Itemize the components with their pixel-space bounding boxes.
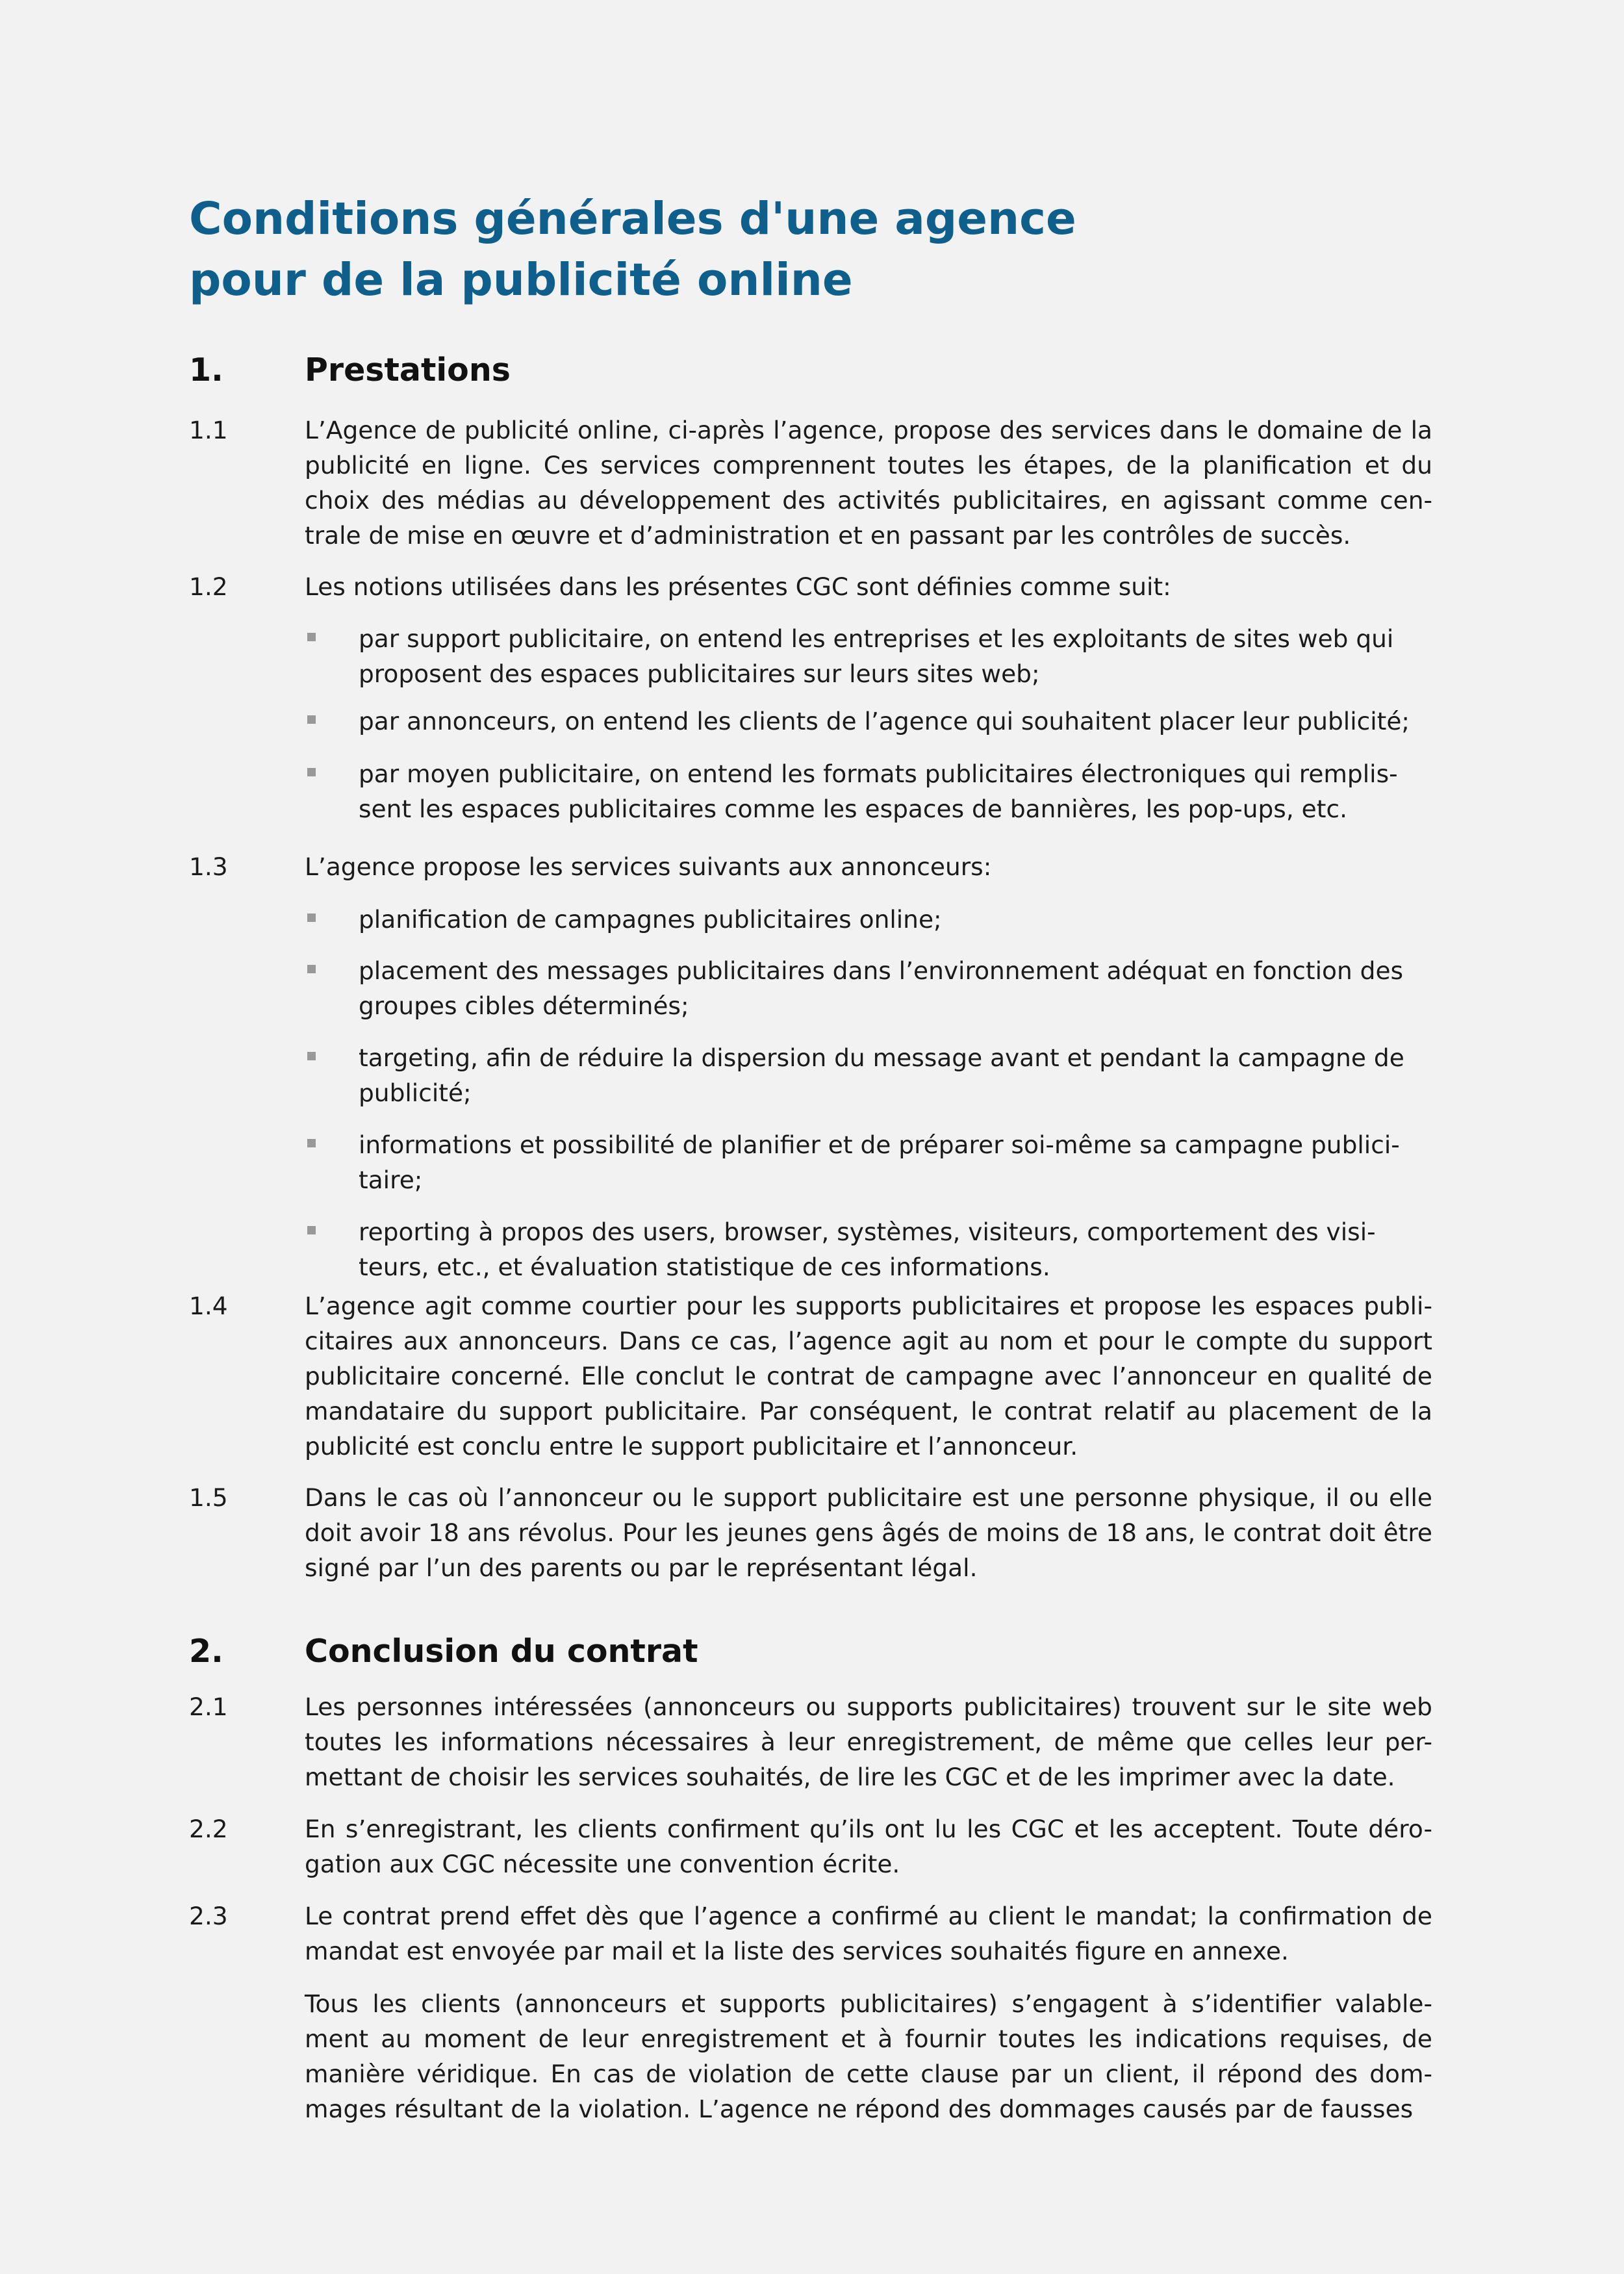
clause-number: 2.2 (189, 1815, 228, 1843)
list-item-text: planification de campagnes publicitaires online; (359, 905, 942, 934)
list-item-text: par moyen publicitaire, on entend les formats publicitaires électroniques qui remplis-sent les espaces publicitaires comme les espaces de bannières, les pop-ups, etc. (359, 760, 1398, 823)
clause-number: 1.2 (189, 572, 228, 601)
section-heading (189, 1632, 1423, 1671)
clause-text: Les personnes intéressées (annonceurs ou supports publicitaires) trouvent sur le site web toutes les informations nécessaires à leur enregistrement, de même que celles leur per-mettant de choisir les services souhaités, de lire les CGC et de les imprimer avec la date. (305, 1693, 1432, 1791)
clause-number: 1.5 (189, 1483, 228, 1512)
clause (189, 849, 1432, 884)
list-item-text: reporting à propos des users, browser, systèmes, visiteurs, comportement des visi-teurs, etc., et évaluation statistique de ces informations. (359, 1218, 1376, 1281)
clause-number: 2.3 (189, 1902, 228, 1930)
clause (189, 1288, 1432, 1464)
section-title: Conclusion du contrat (305, 1633, 698, 1670)
list-item-text: par annonceurs, on entend les clients de l’agence qui souhaitent placer leur publicité; (359, 707, 1410, 735)
square-bullet-icon (307, 633, 316, 641)
clause-text: Le contrat prend effet dès que l’agence a confirmé au client le mandat; la confirmation de mandat est envoyée par mail et la liste des services souhaités figure en annexe. (305, 1902, 1432, 1965)
clause-text: Les notions utilisées dans les présentes CGC sont définies comme suit: (305, 572, 1171, 601)
section-title: Prestations (305, 351, 511, 389)
list-item (305, 1040, 1432, 1110)
section-number: 1. (189, 351, 223, 389)
clause (189, 413, 1432, 553)
square-bullet-icon (307, 715, 316, 724)
clause-text: Dans le cas où l’annonceur ou le support publicitaire est une personne physique, il ou elle doit avoir 18 ans révolus. Pour les jeunes gens âgés de moins de 18 ans, le contrat doit être signé par l’un des parents ou par le représentant légal. (305, 1483, 1432, 1582)
clause-text: L’Agence de publicité online, ci-après l’agence, propose des services dans le domaine de la publicité en ligne. Ces services comprennent toutes les étapes, de la planification et du choix des médias au développement des activités publicitaires, en agissant comme cen-trale de mise en œuvre et d’administration et en passant par les contrôles de succès. (305, 416, 1432, 550)
list-item-text: informations et possibilité de planifier et de préparer soi-même sa campagne publici-taire; (359, 1131, 1400, 1194)
clause-continuation (189, 1986, 1432, 2127)
square-bullet-icon (307, 1139, 316, 1147)
list-item-text: par support publicitaire, on entend les entreprises et les exploitants de sites web qui proposent des espaces publicitaires sur leurs sites web; (359, 624, 1394, 688)
clause (189, 1480, 1432, 1585)
clause (189, 569, 1432, 604)
document-title (189, 188, 1423, 311)
clause (189, 1689, 1432, 1795)
square-bullet-icon (307, 1052, 316, 1060)
clause-text: En s’enregistrant, les clients confirment qu’ils ont lu les CGC et les acceptent. Toute déro-gation aux CGC nécessite une convention écrite. (305, 1815, 1432, 1878)
list-item (305, 902, 1432, 937)
list-item (305, 1214, 1432, 1284)
list-item (305, 621, 1432, 691)
section-number: 2. (189, 1633, 223, 1670)
square-bullet-icon (307, 965, 316, 973)
clause-text: Tous les clients (annonceurs et supports publicitaires) s’engagent à s’identifier valable-ment au moment de leur enregistrement et à fournir toutes les indications requises, de manière véridique. En cas de violation de cette clause par un client, il répond des dom-mages résultant de la violation. L’agence ne répond des dommages causés par de fausses (305, 1989, 1432, 2123)
clause-text: L’agence agit comme courtier pour les supports publicitaires et propose les espaces publi-citaires aux annonceurs. Dans ce cas, l’agence agit au nom et pour le compte du support publicitaire concerné. Elle conclut le contrat de campagne avec l’annonceur en qualité de mandataire du support publicitaire. Par conséquent, le contrat relatif au placement de la publicité est conclu entre le support publicitaire et l’annonceur. (305, 1292, 1432, 1461)
clause (189, 1811, 1432, 1882)
title-line-2: pour de la publicité online (189, 254, 853, 306)
square-bullet-icon (307, 913, 316, 922)
list-item-text: placement des messages publicitaires dans l’environnement adéquat en fonction des groupes cibles déterminés; (359, 956, 1404, 1020)
clause-number: 2.1 (189, 1693, 228, 1721)
list-item (305, 704, 1432, 739)
clause-number: 1.1 (189, 416, 228, 444)
list-item-text: targeting, afin de réduire la dispersion du message avant et pendant la campagne de publicité; (359, 1043, 1404, 1107)
section-heading (189, 351, 1423, 390)
square-bullet-icon (307, 768, 316, 776)
title-line-1: Conditions générales d'une agence (189, 193, 1076, 245)
list-item (305, 953, 1432, 1023)
square-bullet-icon (307, 1226, 316, 1234)
clause-number: 1.3 (189, 852, 228, 881)
list-item (305, 1127, 1432, 1197)
clause-text: L’agence propose les services suivants aux annonceurs: (305, 852, 992, 881)
clause-number: 1.4 (189, 1292, 228, 1320)
list-item (305, 756, 1432, 826)
clause (189, 1898, 1432, 1969)
